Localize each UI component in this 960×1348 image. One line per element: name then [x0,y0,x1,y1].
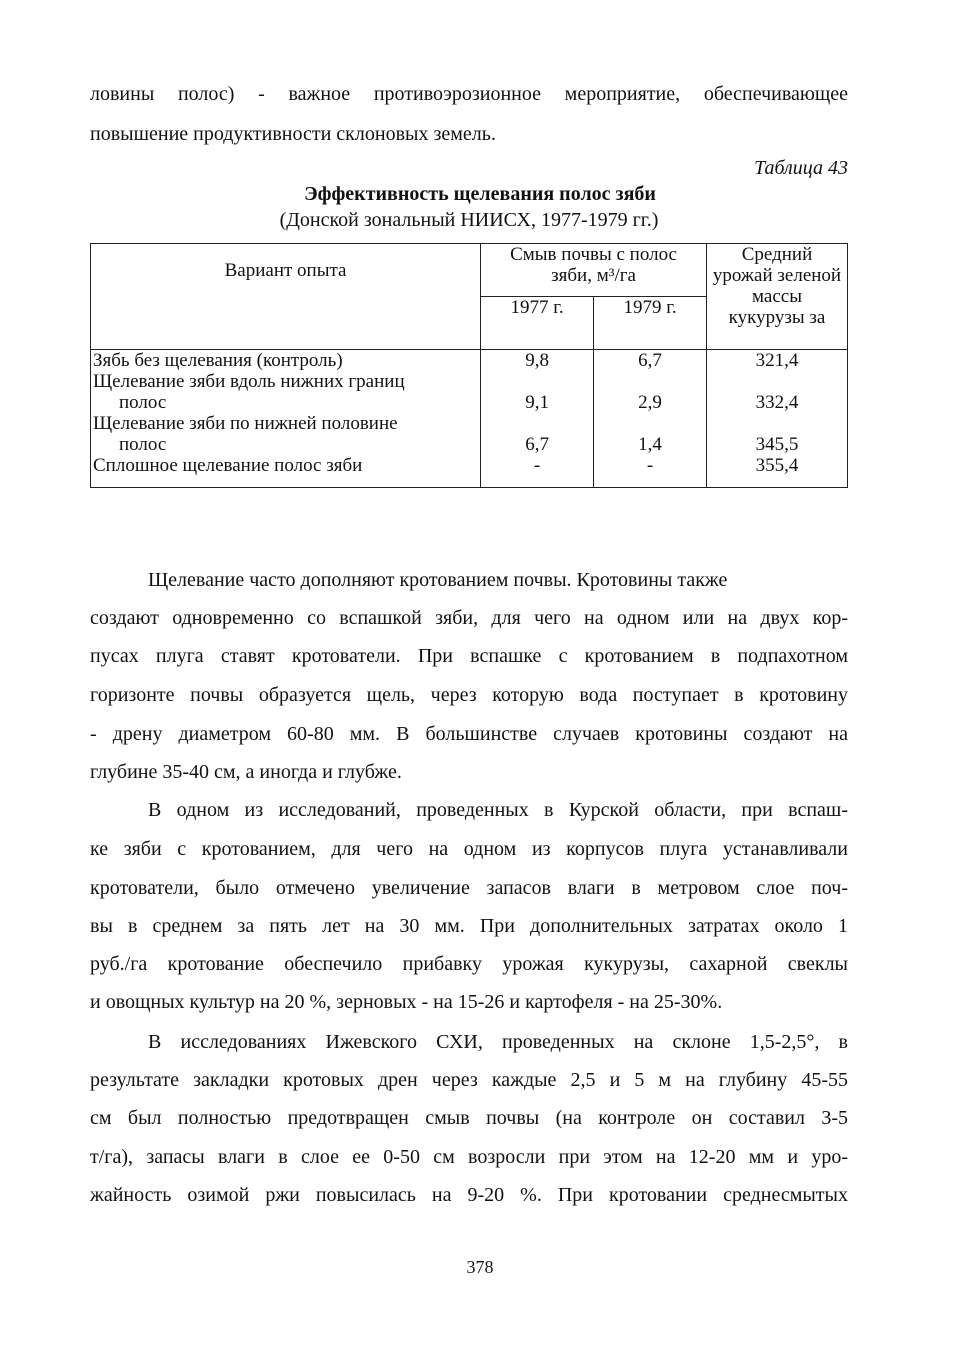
paragraph-3-line-2: результате закладки кротовых дрен через каждые 2,5 и 5 м на глубину 45-55 [90,1069,848,1091]
row-name-line: полос [119,392,167,413]
paragraph-1-line-5: - дрену диаметром 60-80 мм. В большинстве случаев кротовины создают на [90,723,848,745]
header-variant: Вариант опыта [91,244,481,350]
paragraph-1-line-2: создают одновременно со вспашкой зяби, для чего на одном или на двух кор- [90,607,848,629]
cell-yield: 332,4 [707,371,848,413]
paragraph-2-line-6: и овощных культур на 20 %, зерновых - на 15-26 и картофеля - на 25-30%. [90,991,723,1013]
paragraph-1-line-6: глубине 35-40 см, а иногда и глубже. [90,761,402,783]
cell-1979: 1,4 [594,413,707,455]
row-name-line: Щелевание зяби по нижней половине [93,413,398,434]
row-name [91,350,481,372]
table-row [91,413,848,455]
row-name-line: полос [119,434,167,455]
cell-1977: 9,8 [481,350,594,372]
paragraph-2-line-5: руб./га кротование обеспечило прибавку урожая кукурузы, сахарной свеклы [90,953,848,975]
page-number: 378 [466,1257,494,1277]
table-title: Эффективность щелевания полос зяби [304,183,656,205]
paragraph-2-line-2: ке зяби с кротованием, для чего на одном из корпусов плуга устанавливали [90,838,848,860]
row-name-line: Щелевание зяби вдоль нижних границ [93,371,405,392]
cell-1977: 9,1 [481,371,594,413]
header-year-1979: 1979 г. [594,297,707,350]
paragraph-3-line-1: В исследованиях Ижевского СХИ, проведенных на склоне 1,5-2,5°, в [148,1031,848,1053]
table-subtitle: (Донской зональный НИИСХ, 1977-1979 гг.) [279,209,659,231]
top-paragraph-line-2: повышение продуктивности склоновых земель. [90,123,496,145]
row-name-line: Зябь без щелевания (контроль) [93,350,343,371]
row-name [91,455,481,488]
row-name [91,413,481,455]
paragraph-2-line-4: вы в среднем за пять лет на 30 мм. При дополнительных затратах около 1 [90,915,848,937]
table-row [91,371,848,413]
table-row [91,455,848,488]
header-yield [707,244,848,350]
cell-1977: 6,7 [481,413,594,455]
paragraph-2-line-1: В одном из исследований, проведенных в Курской области, при вспаш- [148,799,848,821]
cell-1979: 2,9 [594,371,707,413]
cell-1977: - [481,455,594,488]
paragraph-3-line-4: т/га), запасы влаги в слое ее 0-50 см возросли при этом на 12-20 мм и уро- [90,1146,848,1168]
cell-1979: 6,7 [594,350,707,372]
cell-1979: - [594,455,707,488]
header-yield-text: Средний урожай зеленой массы кукурузы за [712,244,842,328]
table-row [91,350,848,372]
paragraph-2-line-3: кротователи, было отмечено увеличение запасов влаги в метровом слое поч- [90,877,848,899]
paragraph-1-line-3: пусах плуга ставят кротователи. При вспашке с кротованием в подпахотном [90,645,848,667]
row-name [91,371,481,413]
paragraph-3-line-5: жайность озимой ржи повысилась на 9-20 %. При кротовании среднесмытых [90,1184,848,1206]
header-wash-text: Смыв почвы с полос зяби, м³/га [510,244,677,286]
data-table [90,243,848,488]
header-wash [481,244,707,297]
cell-yield: 345,5 [707,413,848,455]
row-name-line: Сплошное щелевание полос зяби [93,455,363,476]
paragraph-3-line-3: см был полностью предотвращен смыв почвы (на контроле он составил 3-5 [90,1107,848,1129]
paragraph-1-line-1: Щелевание часто дополняют кротованием почвы. Кротовины также [148,569,728,591]
table-label: Таблица 43 [754,157,848,179]
top-paragraph-line-1: ловины полос) - важное противоэрозионное мероприятие, обеспечивающее [90,83,848,105]
cell-yield: 355,4 [707,455,848,488]
cell-yield: 321,4 [707,350,848,372]
header-year-1977: 1977 г. [481,297,594,350]
paragraph-1-line-4: горизонте почвы образуется щель, через которую вода поступает в кротовину [90,684,848,706]
